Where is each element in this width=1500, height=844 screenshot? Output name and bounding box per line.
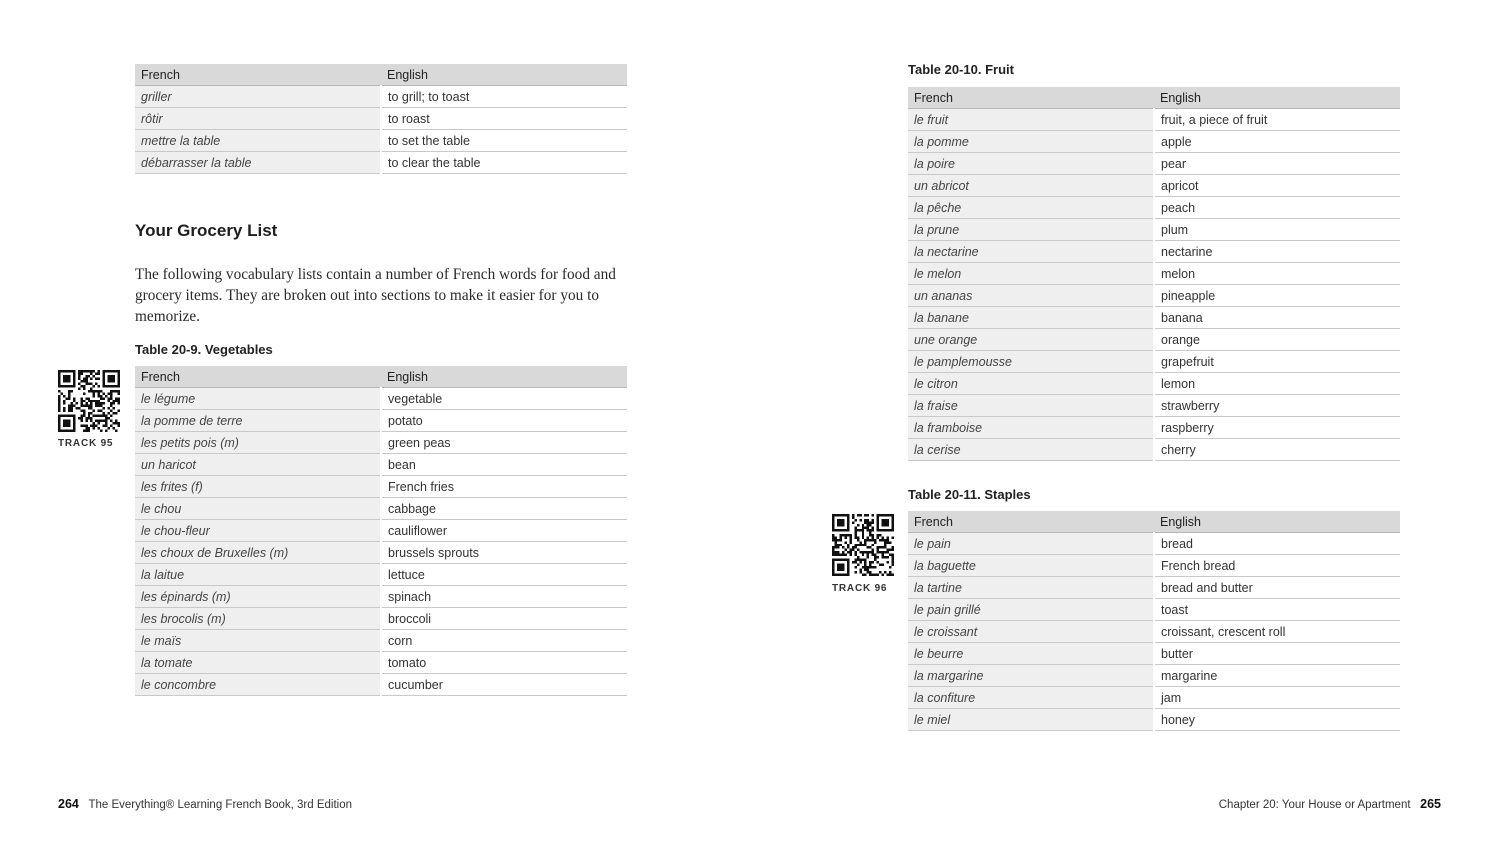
english-translation: tomato: [381, 652, 627, 674]
french-term: le pain: [908, 533, 1154, 555]
table-row: [908, 643, 1400, 665]
english-translation: to clear the table: [381, 152, 627, 174]
french-term: les petits pois (m): [135, 432, 381, 454]
table-row: [908, 665, 1400, 687]
book-title: The Everything® Learning French Book, 3rd Edition: [88, 799, 352, 811]
english-translation: spinach: [381, 586, 627, 608]
table-header-row: [135, 366, 627, 388]
english-translation: toast: [1154, 599, 1400, 621]
french-term: un ananas: [908, 285, 1154, 307]
table-row: [135, 454, 627, 476]
table-row: [135, 388, 627, 410]
table-row: [135, 432, 627, 454]
french-term: les frites (f): [135, 476, 381, 498]
english-translation: brussels sprouts: [381, 542, 627, 564]
table-row: [908, 395, 1400, 417]
french-term: la margarine: [908, 665, 1154, 687]
english-translation: croissant, crescent roll: [1154, 621, 1400, 643]
french-term: la nectarine: [908, 241, 1154, 263]
english-translation: corn: [381, 630, 627, 652]
right-page: [750, 0, 1500, 844]
french-term: la framboise: [908, 417, 1154, 439]
french-term: le chou: [135, 498, 381, 520]
table-row: [908, 577, 1400, 599]
english-translation: grapefruit: [1154, 351, 1400, 373]
table-row: [908, 417, 1400, 439]
page-number: 264: [58, 797, 79, 811]
french-term: les choux de Bruxelles (m): [135, 542, 381, 564]
track-label: TRACK 96: [832, 583, 888, 594]
table-header-row: [135, 64, 627, 86]
vegetables-table: [135, 366, 627, 696]
english-translation: cabbage: [381, 498, 627, 520]
english-translation: apple: [1154, 131, 1400, 153]
table-row: [908, 153, 1400, 175]
table-row: [135, 630, 627, 652]
english-translation: honey: [1154, 709, 1400, 731]
french-term: la pêche: [908, 197, 1154, 219]
french-term: le fruit: [908, 109, 1154, 131]
french-term: la pomme de terre: [135, 410, 381, 432]
table-row: [135, 152, 627, 174]
vegetables-table-caption: Table 20-9. Vegetables: [135, 342, 273, 357]
table-row: [908, 197, 1400, 219]
english-translation: to roast: [381, 108, 627, 130]
french-term: le pain grillé: [908, 599, 1154, 621]
column-header-english: English: [1154, 87, 1400, 109]
french-term: la tomate: [135, 652, 381, 674]
column-header-french: French: [135, 64, 381, 86]
english-translation: pear: [1154, 153, 1400, 175]
column-header-english: English: [1154, 511, 1400, 533]
table-row: [908, 307, 1400, 329]
table-row: [908, 329, 1400, 351]
english-translation: bread and butter: [1154, 577, 1400, 599]
english-translation: orange: [1154, 329, 1400, 351]
table-row: [908, 219, 1400, 241]
english-translation: to grill; to toast: [381, 86, 627, 108]
table-row: [135, 498, 627, 520]
english-translation: strawberry: [1154, 395, 1400, 417]
english-translation: vegetable: [381, 388, 627, 410]
english-translation: lemon: [1154, 373, 1400, 395]
table-row: [908, 373, 1400, 395]
left-footer: [58, 797, 352, 811]
table-row: [135, 542, 627, 564]
french-term: griller: [135, 86, 381, 108]
french-term: la pomme: [908, 131, 1154, 153]
english-translation: bread: [1154, 533, 1400, 555]
french-term: le pamplemousse: [908, 351, 1154, 373]
table-row: [135, 520, 627, 542]
track-label: TRACK 95: [58, 438, 114, 449]
french-term: un haricot: [135, 454, 381, 476]
english-translation: fruit, a piece of fruit: [1154, 109, 1400, 131]
english-translation: nectarine: [1154, 241, 1400, 263]
french-term: une orange: [908, 329, 1154, 351]
french-term: un abricot: [908, 175, 1154, 197]
table-row: [908, 599, 1400, 621]
french-term: la poire: [908, 153, 1154, 175]
table-row: [908, 263, 1400, 285]
french-term: la fraise: [908, 395, 1154, 417]
english-translation: pineapple: [1154, 285, 1400, 307]
french-term: la baguette: [908, 555, 1154, 577]
table-row: [908, 709, 1400, 731]
table-row: [135, 586, 627, 608]
page-number: 265: [1420, 797, 1441, 811]
table-row: [908, 555, 1400, 577]
table-row: [135, 564, 627, 586]
qr-code-icon[interactable]: [58, 370, 120, 432]
chapter-title: Chapter 20: Your House or Apartment: [1218, 799, 1411, 811]
english-translation: cherry: [1154, 439, 1400, 461]
french-term: le citron: [908, 373, 1154, 395]
column-header-french: French: [135, 366, 381, 388]
english-translation: jam: [1154, 687, 1400, 709]
table-row: [908, 109, 1400, 131]
staples-table: [908, 511, 1400, 731]
english-translation: margarine: [1154, 665, 1400, 687]
french-term: les épinards (m): [135, 586, 381, 608]
english-translation: French fries: [381, 476, 627, 498]
french-term: débarrasser la table: [135, 152, 381, 174]
column-header-french: French: [908, 87, 1154, 109]
section-title: Your Grocery List: [135, 221, 278, 240]
table-row: [135, 410, 627, 432]
fruit-table-caption: Table 20-10. Fruit: [908, 62, 1014, 77]
french-term: la tartine: [908, 577, 1154, 599]
english-translation: to set the table: [381, 130, 627, 152]
english-translation: broccoli: [381, 608, 627, 630]
english-translation: green peas: [381, 432, 627, 454]
french-term: la confiture: [908, 687, 1154, 709]
french-term: la banane: [908, 307, 1154, 329]
staples-table-caption: Table 20-11. Staples: [908, 487, 1031, 502]
english-translation: peach: [1154, 197, 1400, 219]
table-row: [135, 86, 627, 108]
table-header-row: [908, 87, 1400, 109]
table-row: [908, 351, 1400, 373]
table-row: [135, 652, 627, 674]
table-row: [135, 476, 627, 498]
french-term: le beurre: [908, 643, 1154, 665]
qr-code-icon[interactable]: [832, 514, 894, 576]
right-footer: [1219, 797, 1441, 811]
table-row: [908, 285, 1400, 307]
table-header-row: [908, 511, 1400, 533]
table-row: [135, 108, 627, 130]
column-header-english: English: [381, 64, 627, 86]
english-translation: cucumber: [381, 674, 627, 696]
french-term: mettre la table: [135, 130, 381, 152]
english-translation: French bread: [1154, 555, 1400, 577]
table-row: [908, 241, 1400, 263]
table-row: [135, 674, 627, 696]
intro-paragraph: The following vocabulary lists contain a number of French words for food and grocery items. They are broken out into sections to make it easier for you to memorize.: [135, 266, 616, 325]
column-header-english: English: [381, 366, 627, 388]
french-term: la cerise: [908, 439, 1154, 461]
french-term: le légume: [135, 388, 381, 410]
french-term: le miel: [908, 709, 1154, 731]
table-row: [908, 175, 1400, 197]
french-term: le concombre: [135, 674, 381, 696]
english-translation: banana: [1154, 307, 1400, 329]
table-row: [135, 130, 627, 152]
french-term: le chou-fleur: [135, 520, 381, 542]
table-row: [908, 439, 1400, 461]
english-translation: bean: [381, 454, 627, 476]
french-term: la laitue: [135, 564, 381, 586]
english-translation: potato: [381, 410, 627, 432]
french-term: la prune: [908, 219, 1154, 241]
cooking-verbs-table: [135, 64, 627, 174]
english-translation: butter: [1154, 643, 1400, 665]
french-term: le maïs: [135, 630, 381, 652]
french-term: le croissant: [908, 621, 1154, 643]
table-row: [908, 687, 1400, 709]
table-row: [908, 533, 1400, 555]
table-row: [135, 608, 627, 630]
column-header-french: French: [908, 511, 1154, 533]
french-term: les brocolis (m): [135, 608, 381, 630]
english-translation: melon: [1154, 263, 1400, 285]
english-translation: cauliflower: [381, 520, 627, 542]
english-translation: raspberry: [1154, 417, 1400, 439]
english-translation: apricot: [1154, 175, 1400, 197]
table-row: [908, 131, 1400, 153]
fruit-table: [908, 87, 1400, 461]
english-translation: plum: [1154, 219, 1400, 241]
french-term: le melon: [908, 263, 1154, 285]
french-term: rôtir: [135, 108, 381, 130]
english-translation: lettuce: [381, 564, 627, 586]
table-row: [908, 621, 1400, 643]
